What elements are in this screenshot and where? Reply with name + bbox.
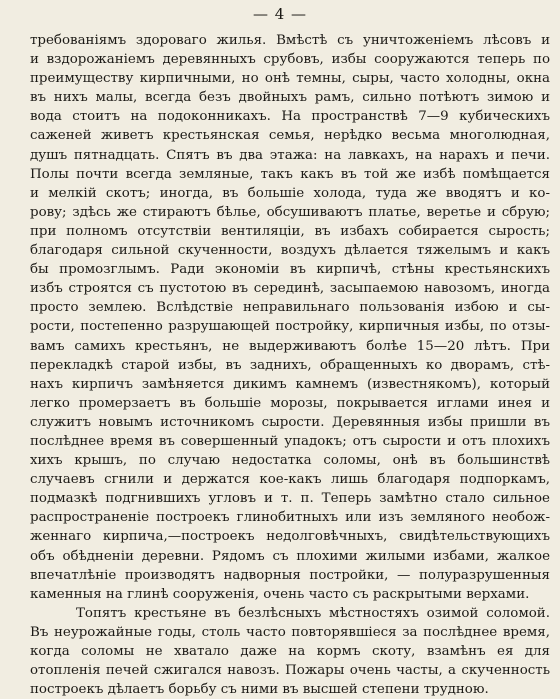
- paragraph-start-line: Топятъ крестьяне въ безлѣсныхъ мѣстностяхъ озимой соломой.: [76, 605, 550, 621]
- text-line: построекъ дѣлаетъ борьбу съ ними въ высшей степени трудною.: [30, 682, 489, 698]
- text-line: Полы почти всегда земляные, такъ какъ въ той же избѣ помѣщается: [30, 166, 550, 182]
- text-line: въ нихъ малы, всегда безъ двойныхъ рамъ, сильно потѣютъ зимою и: [30, 90, 550, 106]
- text-line: случаевъ сгнили и держатся кое-какъ лишь благодаря подпоркамъ,: [30, 472, 550, 488]
- page-number: — 4 —: [252, 5, 308, 23]
- text-line: вода стоитъ на подоконникахъ. На пространствѣ 7—9 кубическихъ: [30, 109, 550, 125]
- text-line: хихъ крышъ, по случаю недостатка соломы, онѣ въ большинствѣ: [30, 453, 550, 469]
- text-line: душъ пятнадцать. Спятъ въ два этажа: на лавкахъ, на нарахъ и печи.: [30, 147, 550, 163]
- text-line: требованіямъ здороваго жилья. Вмѣстѣ съ уничтоженіемъ лѣсовъ и: [30, 33, 550, 48]
- text-line: легко промерзаетъ въ большіе морозы, покрывается иглами инея и: [30, 395, 550, 411]
- text-line: и мелкій скотъ; иногда, въ большіе холода, туда же вводятъ и ко-: [30, 185, 550, 201]
- text-line: бы промозглымъ. Ради экономіи въ кирпичѣ, стѣны крестьянскихъ: [30, 262, 550, 278]
- text-line: преимуществу кирпичными, но онѣ темны, сыры, часто холодны, окна: [30, 71, 550, 87]
- text-line: при полномъ отсутствіи вентиляціи, въ избахъ собирается сырость;: [30, 223, 550, 239]
- text-line: Въ неурожайные годы, столь часто повторявшіеся за послѣднее время,: [30, 624, 550, 640]
- text-line: благодаря сильной скученности, воздухъ дѣлается тяжелымъ и какъ: [30, 243, 550, 259]
- text-line: отопленія печей сжигался навозъ. Пожары очень часты, а скученность: [30, 663, 550, 679]
- text-line: объ обѣдненіи деревни. Рядомъ съ плохими жилыми избами, жалкое: [30, 548, 550, 564]
- text-line: когда соломы не хватало даже на кормъ скоту, взамѣнъ ея для: [30, 644, 550, 659]
- text-line: просто землею. Вслѣдствіе неправильнаго пользованія избою и сы-: [30, 300, 550, 316]
- text-line: впечатлѣніе производятъ надворныя постройки, — полуразрушенныя: [30, 567, 550, 583]
- text-line: подмазкѣ подгнившихъ угловъ и т. п. Теперь замѣтно стало сильное: [30, 491, 550, 507]
- text-line: послѣднее время въ совершенный упадокъ; отъ сырости и отъ плохихъ: [30, 433, 550, 449]
- text-line: рости, постепенно разрушающей постройку, кирпичныя избы, по отзы-: [30, 319, 550, 335]
- text-line: нахъ кирпичъ замѣняется дикимъ камнемъ (известнякомъ), который: [30, 376, 550, 392]
- text-line: рову; здѣсь же стираютъ бѣлье, обсушиваютъ платье, веретье и сбрую;: [30, 204, 550, 220]
- text-line: саженей живетъ крестьянская семья, нерѣдко весьма многолюдная,: [30, 128, 550, 144]
- body-text: [30, 31, 550, 699]
- text-line: вамъ самихъ крестьянъ, не выдерживаютъ болѣе 15—20 лѣтъ. При: [30, 338, 550, 354]
- text-line: распространеніе построекъ глинобитныхъ или изъ земляного необож-: [30, 510, 550, 526]
- text-line: перекладкѣ старой избы, въ заднихъ, обращенныхъ ко дворамъ, стѣ-: [30, 357, 550, 373]
- text-line: каменныя на глинѣ сооруженія, очень часто съ раскрытыми верхами.: [30, 586, 530, 602]
- text-line: избъ строятся съ пустотою въ серединѣ, засыпаемою навозомъ, иногда: [30, 281, 550, 297]
- text-line: и вздорожаніемъ деревянныхъ срубовъ, избы сооружаются теперь по: [30, 52, 550, 68]
- text-line: служитъ новымъ источникомъ сырости. Деревянныя избы пришли въ: [30, 414, 550, 430]
- text-line: женнаго кирпича,—построекъ недолговѣчныхъ, свидѣтельствующихъ: [30, 529, 550, 545]
